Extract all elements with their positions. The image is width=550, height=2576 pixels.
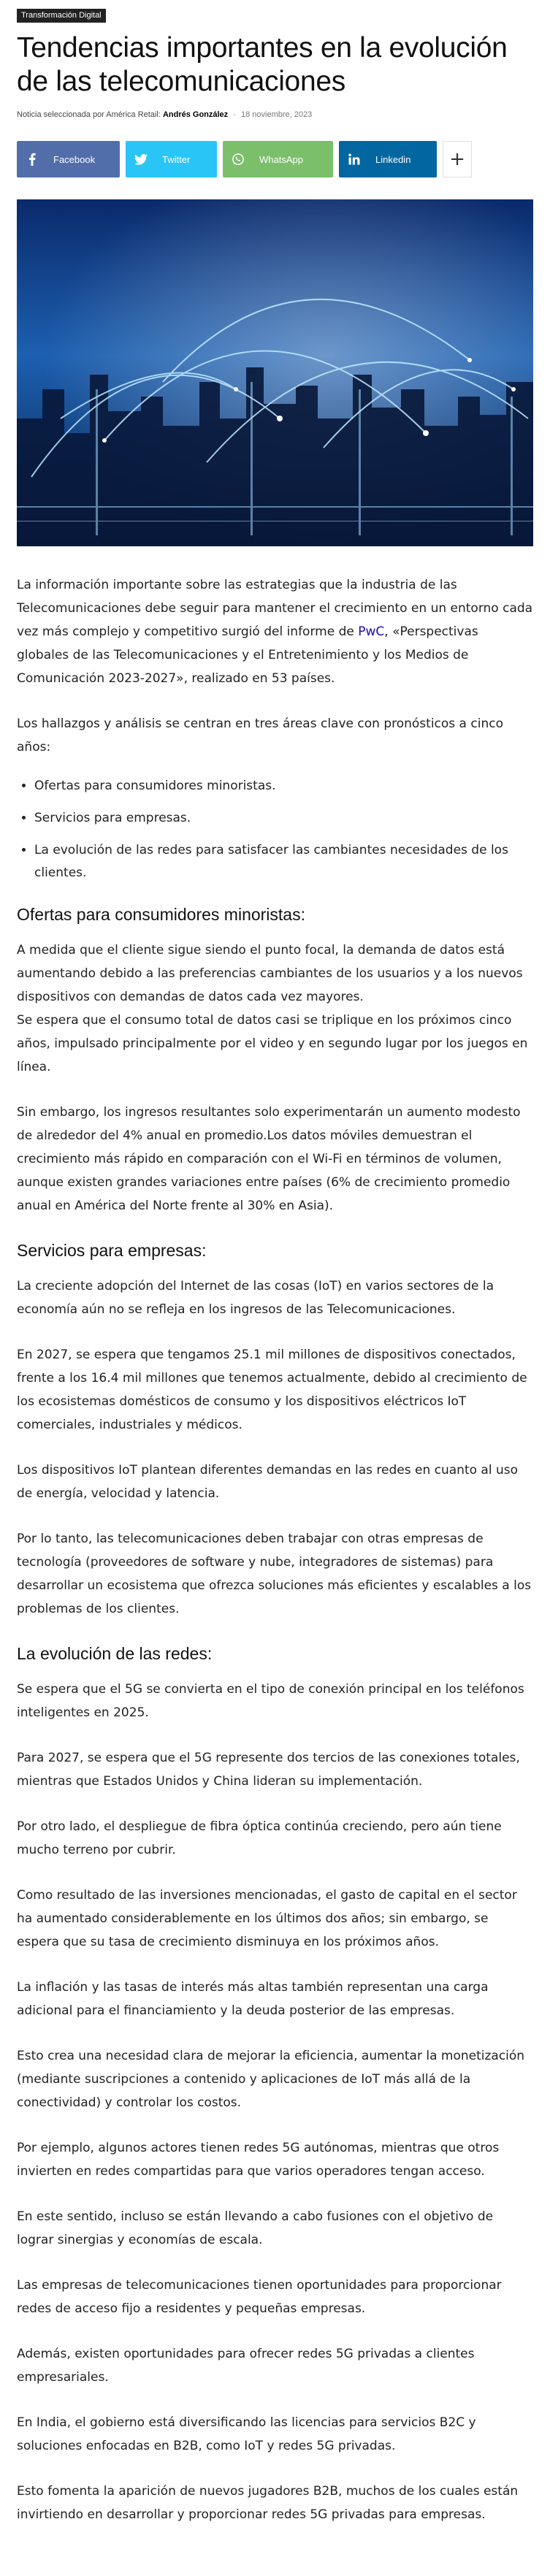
category-badge[interactable]: Transformación Digital [17,9,106,23]
paragraph: Por lo tanto, las telecomunicaciones deben trabajar con otras empresas de tecnología (proveedores de software y nube, integradores de sistemas) para desarrollar un ecosistema que ofrezca soluciones más eficientes y escalables a los problemas de los clientes. [17,1532,532,1617]
meta-separator: - [233,110,236,120]
publish-date: 18 noviembre, 2023 [240,110,313,120]
share-whatsapp-label: WhatsApp [259,153,303,165]
share-more-button[interactable]: + [443,141,472,177]
paragraph: Los dispositivos IoT plantean diferentes demandas en las redes en cuanto al uso de energía, velocidad y latencia. [17,1463,519,1502]
paragraph: Por otro lado, el despliegue de fibra óptica continúa creciendo, pero aún tiene mucho terreno por cubrir. [17,1819,502,1858]
share-facebook-label: Facebook [53,153,96,165]
page-title: Tendencias importantes en la evolución de las telecomunicaciones [17,32,508,98]
paragraph: Además, existen oportunidades para ofrecer redes 5G privadas a clientes empresariales. [17,2347,475,2385]
paragraph: En este sentido, incluso se están llevando a cabo fusiones con el objetivo de lograr sinergias y economías de escala. [17,2209,494,2248]
list-item: • Ofertas para consumidores minoristas. [34,775,533,798]
source-text: Noticia seleccionada por América Retail: [17,110,161,120]
list-item: • Servicios para empresas. [34,807,533,830]
paragraph: Para 2027, se espera que el 5G represente dos tercios de las conexiones totales, mientras que Estados Unidos y China lideran su implementación. [17,1751,520,1789]
facebook-icon [17,141,47,177]
paragraph-hallazgos: Los hallazgos y análisis se centran en tres áreas clave con pronósticos a cinco años: [17,716,503,755]
paragraph: Por ejemplo, algunos actores tienen redes 5G autónomas, mientras que otros invierten en redes compartidas para que varios operadores tengan acceso. [17,2141,500,2179]
section-heading-empresas: Servicios para empresas: [17,1241,207,1261]
list-item: • La evolución de las redes para satisfacer las cambiantes necesidades de los clientes. [34,839,533,884]
paragraph: Se espera que el 5G se convierta en el tipo de conexión principal en los teléfonos inteligentes en 2025. [17,1682,524,1721]
paragraph: Las empresas de telecomunicaciones tienen oportunidades para proporcionar redes de acceso fijo a residentes y pequeñas empresas. [17,2278,502,2317]
linkedin-icon [339,141,370,177]
hero-image [17,199,533,546]
paragraph: Sin embargo, los ingresos resultantes solo experimentarán un aumento modesto de alrededor del 4% anual en promedio.Los datos móviles demuestran el crecimiento más rápido en comparación con el Wi-Fi en términos de volumen, aunque existen grandes variaciones entre países (6% de crecimiento promedio anual en América del Norte frente al 30% en Asia). [17,1105,521,1214]
article-body [17,573,533,2526]
whatsapp-icon [223,141,253,177]
article-meta [17,110,533,119]
share-twitter-button[interactable] [126,141,217,177]
paragraph: Como resultado de las inversiones mencionadas, el gasto de capital en el sector ha aumentado considerablemente en los últimos dos años; sin embargo, se espera que su tasa de crecimiento disminuya en los próximos años. [17,1888,517,1950]
paragraph: En 2027, se espera que tengamos 25.1 mil millones de dispositivos conectados, frente a los 16.4 mil millones que tenemos actualmente, debido al crecimiento de los ecosistemas domésticos de consumo y los dispositivos eléctricos IoT comerciales, industriales y médicos. [17,1348,527,1433]
share-bar [17,141,533,177]
key-areas-list [34,775,533,884]
paragraph: La inflación y las tasas de interés más altas también representan una carga adicional para el financiamiento y la deuda posterior de las empresas. [17,1980,489,2019]
section-heading-consumidores: Ofertas para consumidores minoristas: [17,905,305,925]
share-whatsapp-button[interactable] [223,141,333,177]
share-linkedin-button[interactable] [339,141,437,177]
paragraph: Esto fomenta la aparición de nuevos jugadores B2B, muchos de los cuales están invirtiendo en desarrollar y proporcionar redes 5G privadas para empresas. [17,2484,519,2523]
paragraph: Esto crea una necesidad clara de mejorar la eficiencia, aumentar la monetización (mediante suscripciones a contenido y aplicaciones de IoT más allá de la conectividad) y controlar los costos. [17,2049,525,2111]
author-link[interactable]: Andrés González [162,110,229,120]
pwc-link[interactable]: PwC [358,624,385,640]
twitter-icon [126,141,156,177]
intro-paragraph: La información importante sobre las estrategias que la industria de las Telecomunicaciones debe seguir para mantener el crecimiento en un entorno cada vez más complejo y competitivo surgió del informe de PwC, «Perspectivas globales de las Telecomunicaciones y el Entretenimiento y los Medios de Comunicación 2023-2027», realizado en 53 países. [17,578,533,687]
share-facebook-button[interactable] [17,141,120,177]
paragraph: A medida que el cliente sigue siendo el punto focal, la demanda de datos está aumentando debido a las preferencias cambiantes de los usuarios y a los nuevos dispositivos con demandas de datos cada vez mayores. Se espera que el consumo total de datos casi se triplique en los próximos cinco años, impulsado principalmente por el video y en segundo lugar por los juegos en línea. [17,943,528,1075]
share-linkedin-label: Linkedin [375,153,411,165]
paragraph: En India, el gobierno está diversificando las licencias para servicios B2C y soluciones enfocadas en B2B, como IoT y redes 5G privadas. [17,2415,476,2454]
paragraph: La creciente adopción del Internet de las cosas (IoT) en varios sectores de la economía aún no se refleja en los ingresos de las Telecomunicaciones. [17,1279,494,1318]
share-twitter-label: Twitter [162,153,191,165]
section-heading-redes: La evolución de las redes: [17,1644,213,1664]
